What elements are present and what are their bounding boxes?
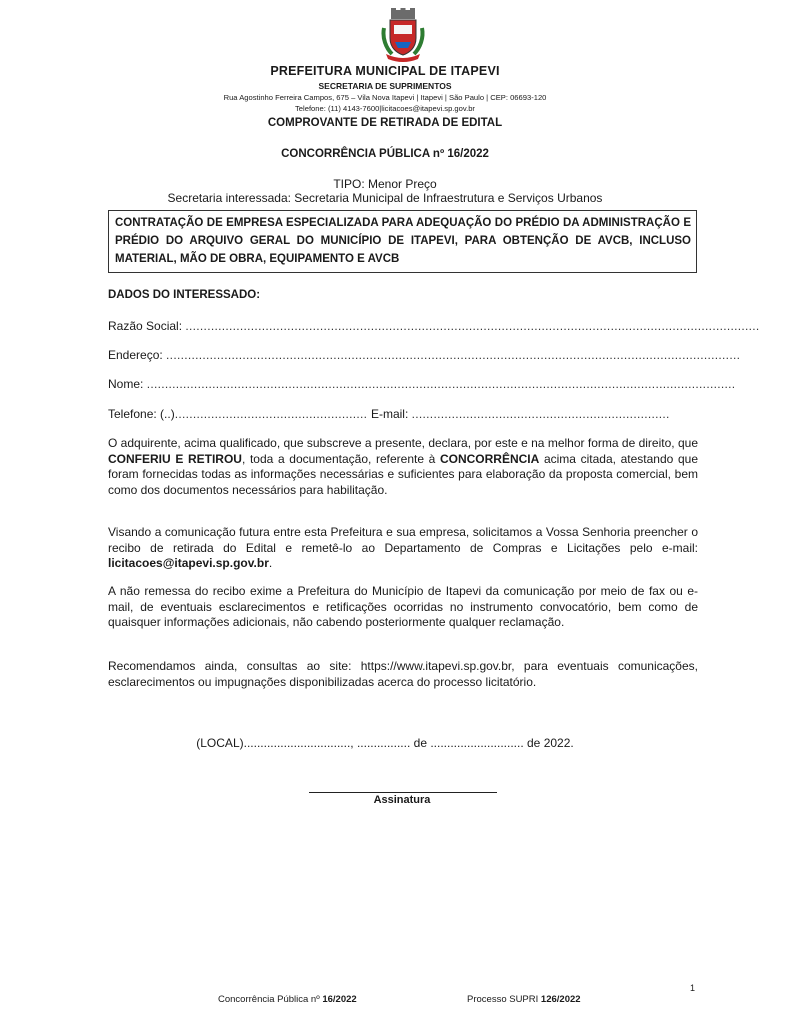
local-date-line: (LOCAL)................................, ................ de ............................ de 2022.	[196, 736, 574, 750]
email-label: E-mail:	[370, 407, 409, 421]
department-name: SECRETARIA DE SUPRIMENTOS	[318, 81, 452, 91]
footer-tender: Concorrência Pública nº 16/2022	[218, 994, 357, 1005]
email-link: licitacoes@itapevi.sp.gov.br	[108, 556, 269, 570]
telefone-email-field: Telefone: (..)..................................................... E-mail: .......................................................................	[108, 407, 670, 421]
tender-number: CONCORRÊNCIA PÚBLICA nº 16/2022	[281, 148, 489, 160]
object-text: CONTRATAÇÃO DE EMPRESA ESPECIALIZADA PARA ADEQUAÇÃO DO PRÉDIO DA ADMINISTRAÇÃO E PRÉDIO DO ARQUIVO GERAL DO MUNICÍPIO DE ITAPEVI, PARA OBTENÇÃO DE AVCB, INCLUSO MATERIAL, MÃO DE OBRA, EQUIPAMENTO E AVCB	[115, 217, 691, 265]
declaration-paragraph: O adquirente, acima qualificado, que subscreve a presente, declara, por este e na melhor forma de direito, que CONFERIU E RETIROU, toda a documentação, referente à CONCORRÊNCIA acima citada, atestando que foram fornecidas todas as informações necessárias e suficientes para elaboração da proposta comercial, bem como dos documentos necessários para habilitação.	[108, 436, 698, 497]
recommendation-paragraph: Recomendamos ainda, consultas ao site: https://www.itapevi.sp.gov.br, para eventuais comunicações, esclarecimentos ou impugnações disponibilizadas acerca do processo licitatório.	[108, 659, 698, 689]
endereco-field: Endereço: ..............................................................................................................................................................	[108, 348, 741, 362]
endereco-label: Endereço:	[108, 348, 163, 362]
phone-line: Telefone: (11) 4143-7600|licitacoes@itapevi.sp.gov.br	[295, 104, 475, 113]
page-number: 1	[690, 983, 696, 993]
nome-label: Nome:	[108, 377, 144, 391]
footer-process: Processo SUPRI 126/2022	[467, 994, 581, 1005]
address-line: Rua Agostinho Ferreira Campos, 675 – Vila Nova Itapevi | Itapevi | São Paulo | CEP: 06693-120	[223, 93, 547, 102]
section-heading: DADOS DO INTERESSADO:	[108, 289, 261, 301]
object-box	[108, 210, 697, 273]
signature-line	[309, 792, 497, 793]
interested-secretariat: Secretaria interessada: Secretaria Municipal de Infraestrutura e Serviços Urbanos	[167, 191, 603, 205]
document-title: COMPROVANTE DE RETIRADA DE EDITAL	[267, 117, 503, 129]
communication-paragraph: Visando a comunicação futura entre esta Prefeitura e sua empresa, solicitamos a Vossa Senhoria preencher o recibo de retirada do Edital e remetê-lo ao Departamento de Compras e Licitações pelo e-mail: licitacoes@itapevi.sp.gov.br.	[108, 525, 698, 570]
signature-label: Assinatura	[373, 794, 431, 806]
organization-name: PREFEITURA MUNICIPAL DE ITAPEVI	[270, 64, 500, 78]
razao-social-label: Razão Social:	[108, 319, 183, 333]
telefone-label: Telefone: (..)	[108, 407, 175, 421]
tender-type: TIPO: Menor Preço	[333, 177, 437, 191]
exemption-paragraph: A não remessa do recibo exime a Prefeitura do Município de Itapevi da comunicação por meio de fax ou e-mail, de eventuais esclarecimentos e retificações ocorridas no instrumento convocatório, bem como de quaisquer informações adicionais, não cabendo posteriormente qualquer reclamação.	[108, 584, 698, 629]
razao-social-field: Razão Social: ..............................................................................................................................................................	[108, 319, 760, 333]
nome-field: Nome: ..................................................................................................................................................................	[108, 377, 736, 391]
coat-of-arms-icon	[378, 8, 428, 62]
